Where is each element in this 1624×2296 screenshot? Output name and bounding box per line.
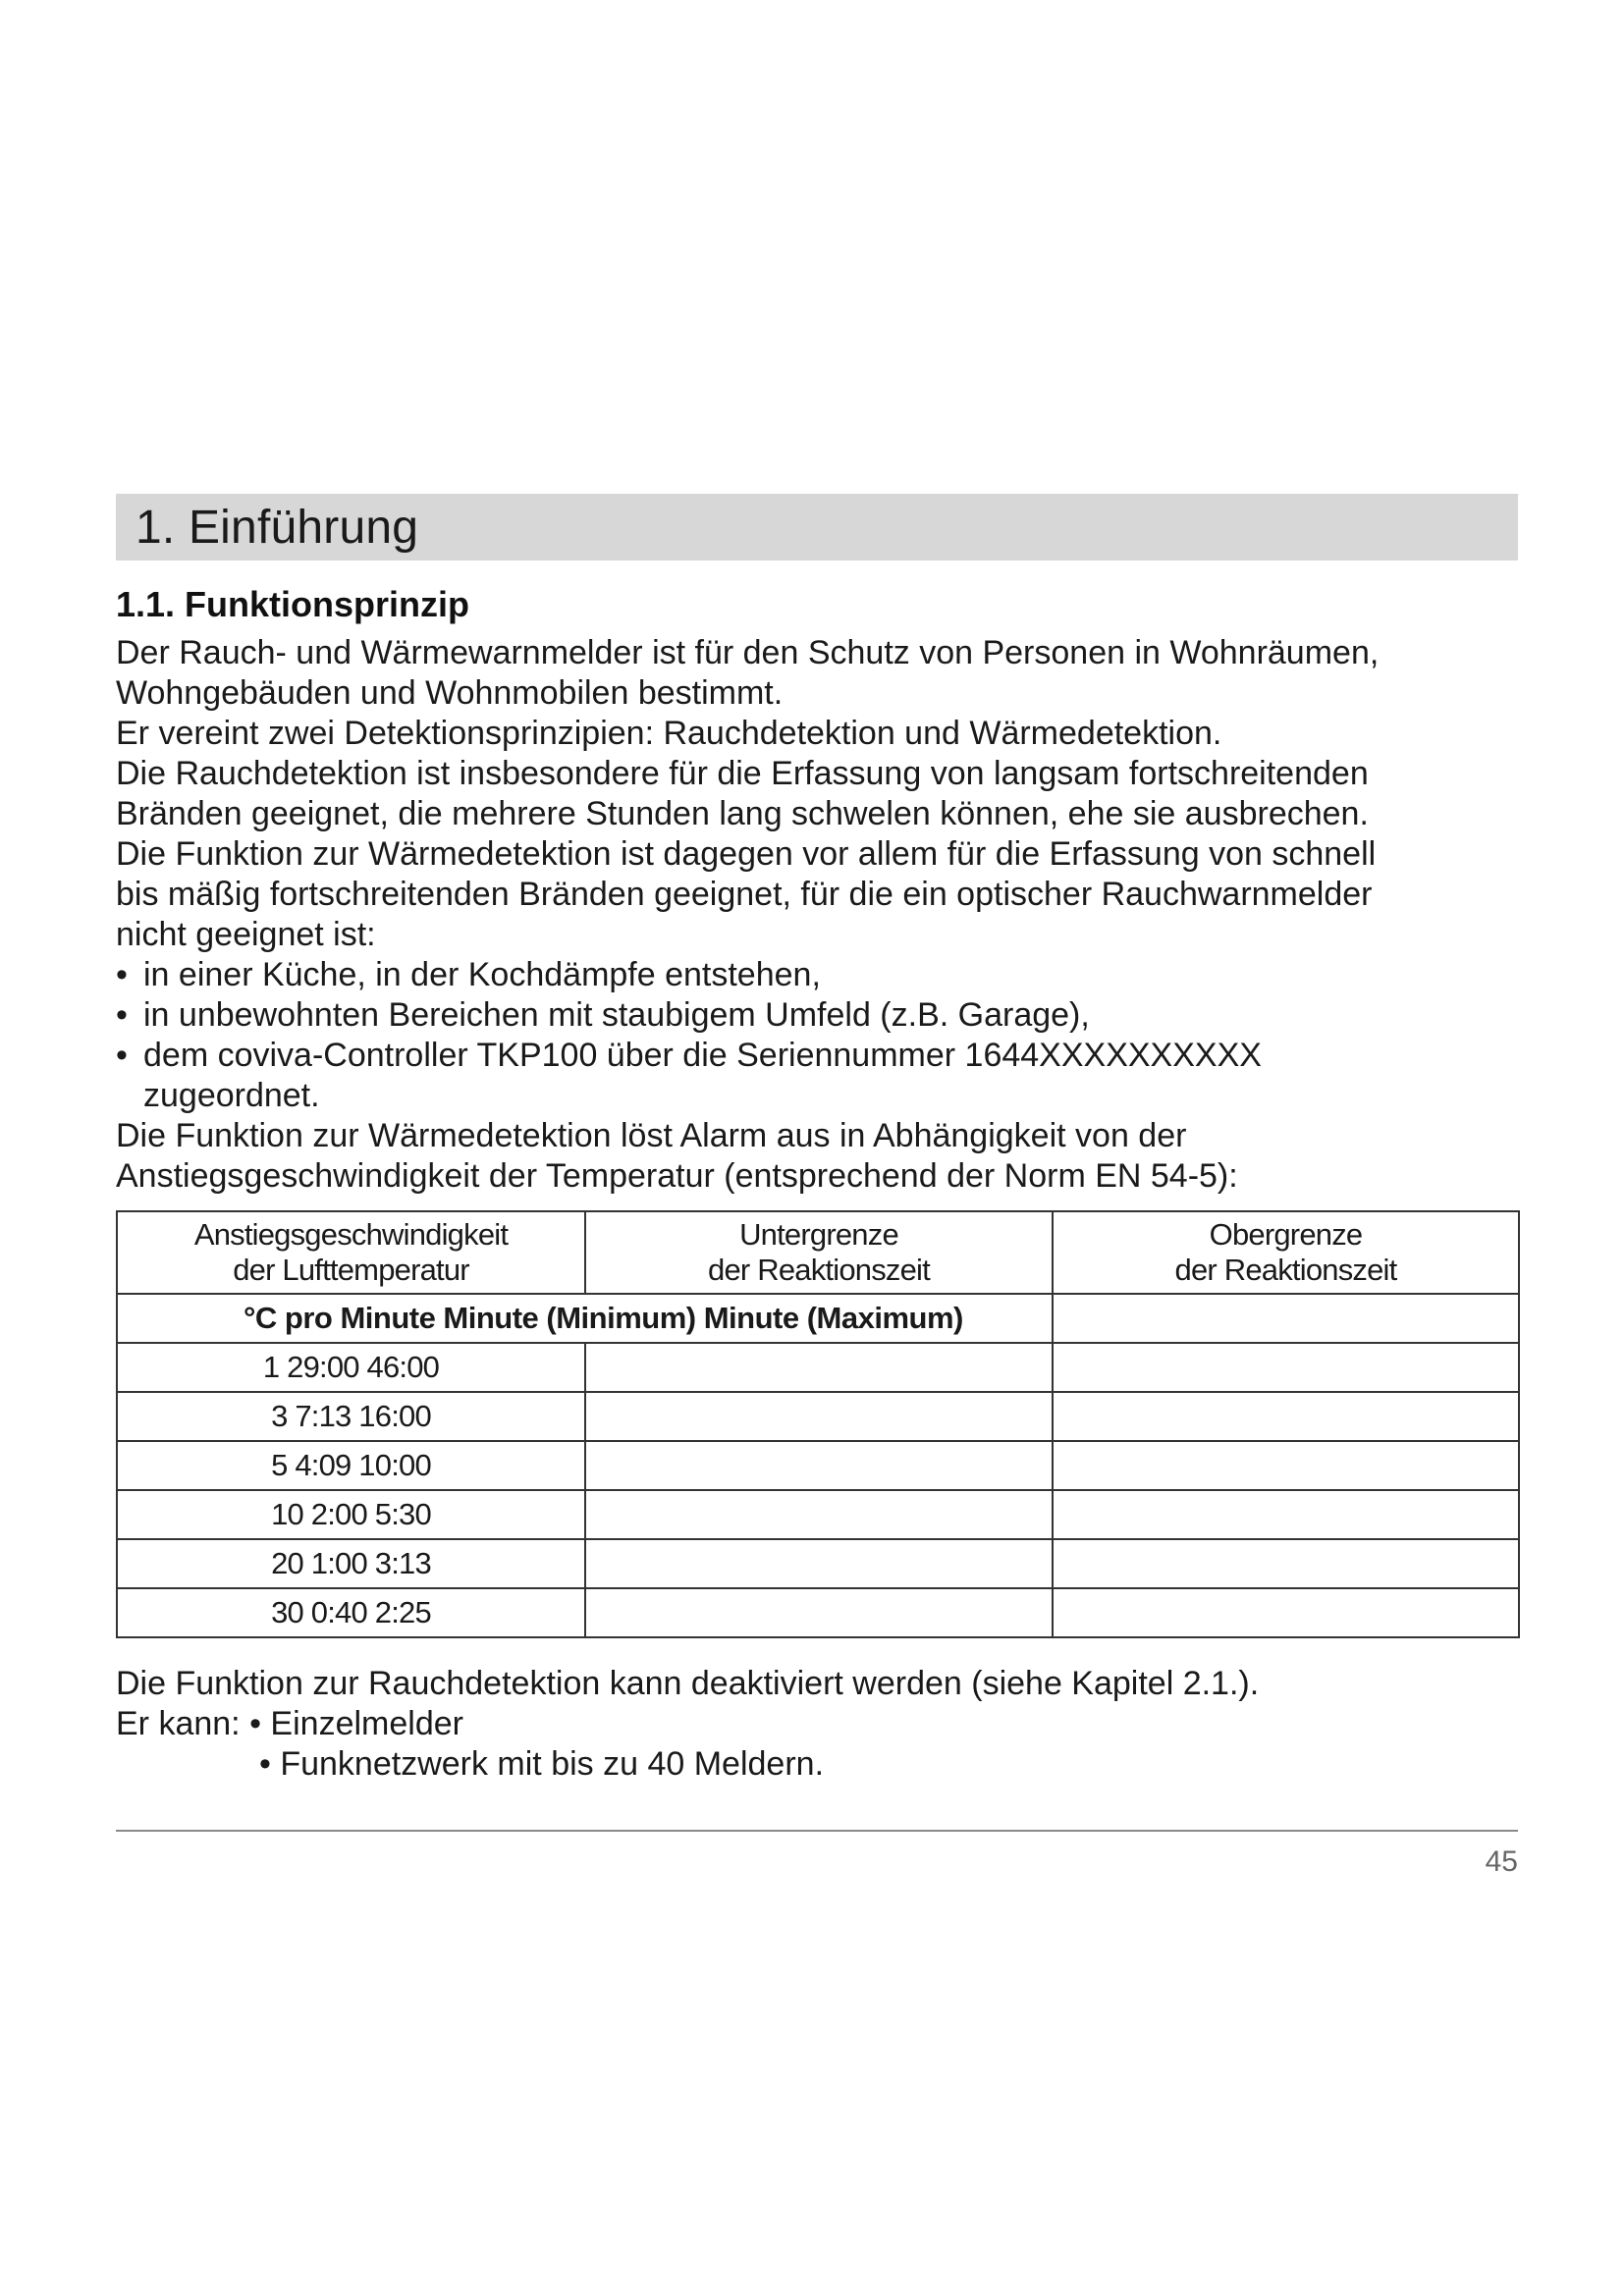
chapter-title: 1. Einführung	[135, 501, 419, 554]
table-cell-empty	[1053, 1490, 1519, 1539]
table-cell-values: 10 2:00 5:30	[117, 1490, 585, 1539]
table-cell-empty	[585, 1343, 1053, 1392]
can-item-radio-network: • Funknetzwerk mit bis zu 40 Meldern.	[259, 1745, 825, 1783]
footer-divider	[116, 1830, 1518, 1832]
can-item-single-detector: • Einzelmelder	[249, 1705, 463, 1742]
table-units-row	[117, 1294, 1519, 1343]
table-cell-empty	[585, 1490, 1053, 1539]
table-row	[117, 1343, 1519, 1392]
table-cell-empty	[1053, 1441, 1519, 1490]
table-intro-line-1: Die Funktion zur Wärmedetektion löst Alarm aus in Abhängigkeit von der	[116, 1117, 1187, 1154]
table-cell-values: 20 1:00 3:13	[117, 1539, 585, 1588]
table-cell-values: 5 4:09 10:00	[117, 1441, 585, 1490]
page-content	[116, 494, 1518, 1785]
table-cell-empty	[1053, 1343, 1519, 1392]
bullet-item-garage: • in unbewohnten Bereichen mit staubigem Umfeld (z.B. Garage),	[116, 995, 1518, 1036]
paragraph-smoke-line-1: Die Rauchdetektion ist insbesondere für die Erfassung von langsam fortschreitenden	[116, 755, 1369, 792]
bullet-item-controller: • dem coviva-Controller TKP100 über die Seriennummer 1644XXXXXXXXXX	[116, 1036, 1518, 1076]
section-title: 1.1. Funktionsprinzip	[116, 584, 470, 624]
paragraph-heat-line-1: Die Funktion zur Wärmedetektion ist dagegen vor allem für die Erfassung von schnell	[116, 835, 1377, 873]
table-cell-values: 1 29:00 46:00	[117, 1343, 585, 1392]
table-cell-empty	[1053, 1539, 1519, 1588]
can-label: Er kann:	[116, 1705, 250, 1742]
header-rate-of-rise	[117, 1211, 585, 1294]
paragraph-heat-line-2: bis mäßig fortschreitenden Bränden geeignet, für die ein optischer Rauchwarnmelder	[116, 876, 1373, 913]
response-time-table	[116, 1210, 1520, 1638]
table-header-row	[117, 1211, 1519, 1294]
page-number: 45	[1485, 1845, 1518, 1878]
table-cell-empty	[585, 1441, 1053, 1490]
table-cell-values: 30 0:40 2:25	[117, 1588, 585, 1637]
header-lower-limit	[585, 1211, 1053, 1294]
table-row	[117, 1490, 1519, 1539]
paragraph-purpose-line-2: Wohngebäuden und Wohnmobilen bestimmt.	[116, 674, 784, 712]
paragraph-purpose-line-1: Der Rauch- und Wärmewarnmelder ist für den Schutz von Personen in Wohnräumen,	[116, 634, 1380, 671]
table-intro-line-2: Anstiegsgeschwindigkeit der Temperatur (entsprechend der Norm EN 54-5):	[116, 1157, 1238, 1195]
bullet-list	[116, 955, 1518, 1116]
paragraph-smoke-line-2: Bränden geeignet, die mehrere Stunden lang schwelen können, ehe sie ausbrechen.	[116, 795, 1369, 832]
table-cell-empty	[585, 1588, 1053, 1637]
chapter-header-bar	[116, 494, 1518, 561]
header-upper-limit	[1053, 1211, 1519, 1294]
table-row	[117, 1441, 1519, 1490]
table-cell-values: 3 7:13 16:00	[117, 1392, 585, 1441]
can-line	[116, 1704, 1518, 1744]
units-cell: °C pro Minute Minute (Minimum) Minute (Maximum)	[117, 1294, 1053, 1343]
table-row	[117, 1392, 1519, 1441]
table-cell-empty	[1053, 1294, 1519, 1343]
table-row	[117, 1588, 1519, 1637]
paragraph-principles: Er vereint zwei Detektionsprinzipien: Rauchdetektion und Wärmedetektion.	[116, 715, 1222, 752]
table-cell-empty	[585, 1539, 1053, 1588]
table-cell-empty	[585, 1392, 1053, 1441]
header-lower-line-1: Untergrenze	[739, 1217, 898, 1252]
paragraph-heat-line-3: nicht geeignet ist:	[116, 916, 376, 953]
table-row	[117, 1539, 1519, 1588]
header-rate-line-1: Anstiegsgeschwindigkeit	[193, 1217, 509, 1252]
smoke-deactivation-note: Die Funktion zur Rauchdetektion kann deaktiviert werden (siehe Kapitel 2.1.).	[116, 1665, 1260, 1702]
bullet-item-controller-continued: zugeordnet.	[143, 1077, 320, 1114]
after-table-section	[116, 1664, 1518, 1785]
header-lower-line-2: der Reaktionszeit	[708, 1253, 930, 1287]
header-upper-line-2: der Reaktionszeit	[1174, 1253, 1397, 1287]
table-cell-empty	[1053, 1588, 1519, 1637]
table-cell-empty	[1053, 1392, 1519, 1441]
bullet-item-kitchen: • in einer Küche, in der Kochdämpfe entstehen,	[116, 955, 1518, 995]
header-rate-line-2: der Lufttemperatur	[233, 1253, 469, 1287]
header-upper-line-1: Obergrenze	[1209, 1217, 1363, 1252]
